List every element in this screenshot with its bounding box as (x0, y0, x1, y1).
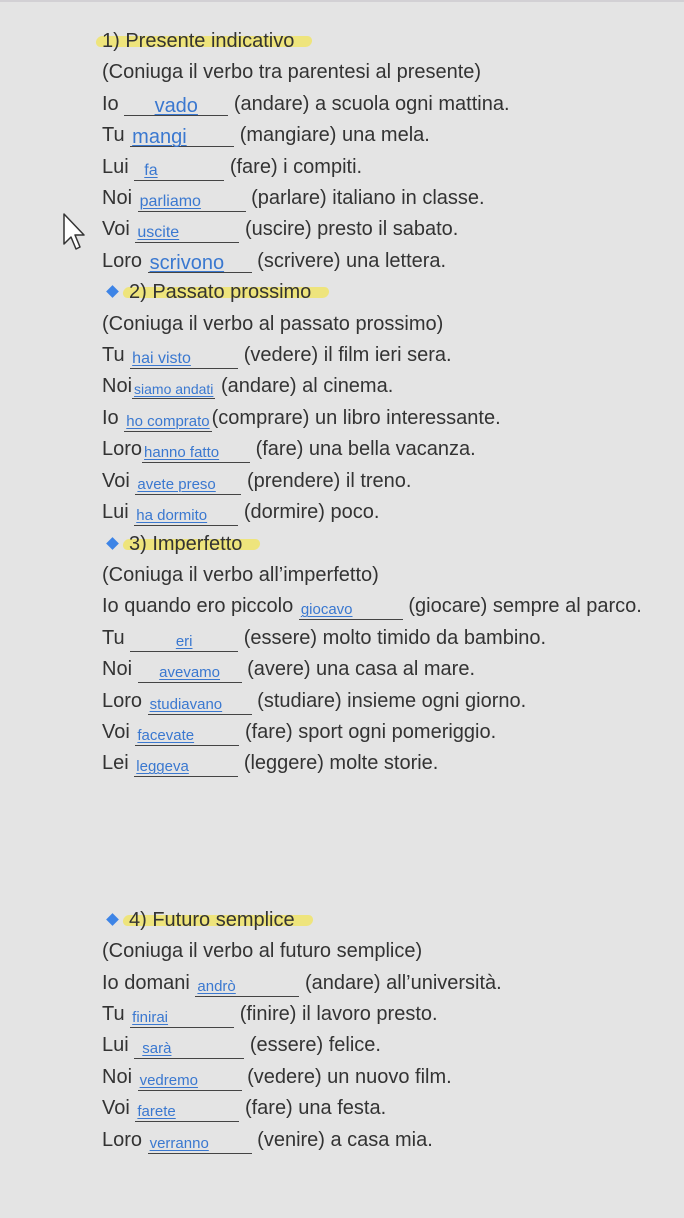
answer-blank[interactable]: fa (134, 162, 224, 181)
section-imperfetto (102, 529, 672, 780)
answer-blank[interactable]: uscite (135, 224, 239, 243)
exercise-row: Voi farete (fare) una festa. (102, 1097, 387, 1121)
section-presente (102, 26, 672, 277)
answer-blank[interactable]: vedremo (138, 1072, 242, 1091)
answer-blank[interactable]: sarà (134, 1040, 244, 1059)
answer-blank[interactable]: leggeva (134, 758, 238, 777)
exercise-row: Voi avete preso (prendere) il treno. (102, 469, 412, 493)
section-heading (102, 529, 672, 560)
instruction: (Coniuga il verbo al passato prossimo) (102, 312, 444, 335)
exercise-row: Noi avevamo (avere) una casa al mare. (102, 658, 476, 682)
exercise-row: Lui fa (fare) i compiti. (102, 155, 363, 179)
exercise-row: Io quando ero piccolo giocavo (giocare) sempre al parco. (102, 595, 642, 619)
answer-blank[interactable]: vado (124, 97, 228, 116)
answer-blank[interactable]: ho comprato (126, 412, 210, 430)
section-title: 4) Futuro semplice (129, 908, 295, 931)
section-passato-prossimo (102, 277, 672, 528)
exercise-row: Lui ha dormito (dormire) poco. (102, 501, 380, 525)
exercise-row: Noi parliamo (parlare) italiano in classe. (102, 187, 485, 211)
section-heading (102, 277, 672, 308)
section-title: 1) Presente indicativo (102, 30, 295, 52)
exercise-row: Io vado (andare) a scuola ogni mattina. (102, 92, 510, 117)
answer-blank[interactable]: eri (130, 633, 238, 652)
instruction: (Coniuga il verbo all’imperfetto) (102, 563, 379, 586)
section-title: 2) Passato prossimo (129, 281, 312, 304)
answer-blank[interactable]: parliamo (138, 193, 246, 212)
exercise-row: Io ho comprato (comprare) un libro interessante. (102, 406, 501, 430)
answer-blank[interactable]: scrivono (148, 254, 252, 273)
answer-blank[interactable]: andrò (195, 978, 299, 997)
exercise-row: Io domani andrò (andare) all’università. (102, 971, 502, 995)
exercise-row: Loro hanno fatto (fare) una bella vacanza. (102, 438, 476, 462)
answer-blank[interactable]: mangi (130, 128, 234, 147)
exercise-row: Tu finirai (finire) il lavoro presto. (102, 1002, 438, 1026)
top-border (0, 0, 684, 2)
exercise-row: Tu eri (essere) molto timido da bambino. (102, 626, 547, 650)
answer-blank[interactable]: hanno fatto (142, 444, 250, 463)
worksheet (102, 26, 672, 1156)
empty-space (102, 780, 672, 905)
mouse-cursor-icon (62, 212, 86, 252)
instruction: (Coniuga il verbo tra parentesi al presente) (102, 61, 482, 84)
exercise-row: Voi uscite (uscire) presto il sabato. (102, 218, 459, 242)
exercise-row: Noi siamo andati (andare) al cinema. (102, 375, 394, 398)
exercise-row: Lei leggeva (leggere) molte storie. (102, 752, 439, 776)
instruction: (Coniuga il verbo al futuro semplice) (102, 940, 423, 963)
diamond-bullet-icon (106, 913, 119, 926)
section-title: 3) Imperfetto (129, 532, 243, 555)
exercise-row: Voi facevate (fare) sport ogni pomeriggio. (102, 720, 497, 744)
exercise-row: Loro scrivono (scrivere) una lettera. (102, 249, 447, 274)
section-heading (102, 905, 672, 936)
answer-blank[interactable]: finirai (130, 1009, 234, 1028)
answer-blank[interactable]: avevamo (138, 664, 242, 683)
answer-blank[interactable]: hai visto (130, 350, 238, 369)
answer-blank[interactable]: verranno (148, 1135, 252, 1154)
answer-blank[interactable]: giocavo (299, 601, 403, 620)
answer-blank[interactable]: facevate (135, 727, 239, 746)
answer-blank[interactable]: studiavano (148, 696, 252, 715)
diamond-bullet-icon (106, 537, 119, 550)
exercise-row: Noi vedremo (vedere) un nuovo film. (102, 1065, 452, 1089)
answer-blank[interactable]: farete (135, 1103, 239, 1122)
exercise-row: Loro verranno (venire) a casa mia. (102, 1128, 433, 1152)
exercise-row: Loro studiavano (studiare) insieme ogni giorno. (102, 689, 527, 713)
exercise-row: Tu mangi (mangiare) una mela. (102, 124, 430, 149)
exercise-row: Lui sarà (essere) felice. (102, 1034, 381, 1058)
diamond-bullet-icon (106, 285, 119, 298)
section-futuro-semplice (102, 905, 672, 1156)
exercise-row: Tu hai visto (vedere) il film ieri sera. (102, 344, 452, 368)
section-heading (102, 26, 672, 57)
answer-blank[interactable]: ha dormito (134, 507, 238, 526)
answer-blank[interactable]: siamo andati (134, 381, 214, 398)
answer-blank[interactable]: avete preso (135, 476, 241, 495)
